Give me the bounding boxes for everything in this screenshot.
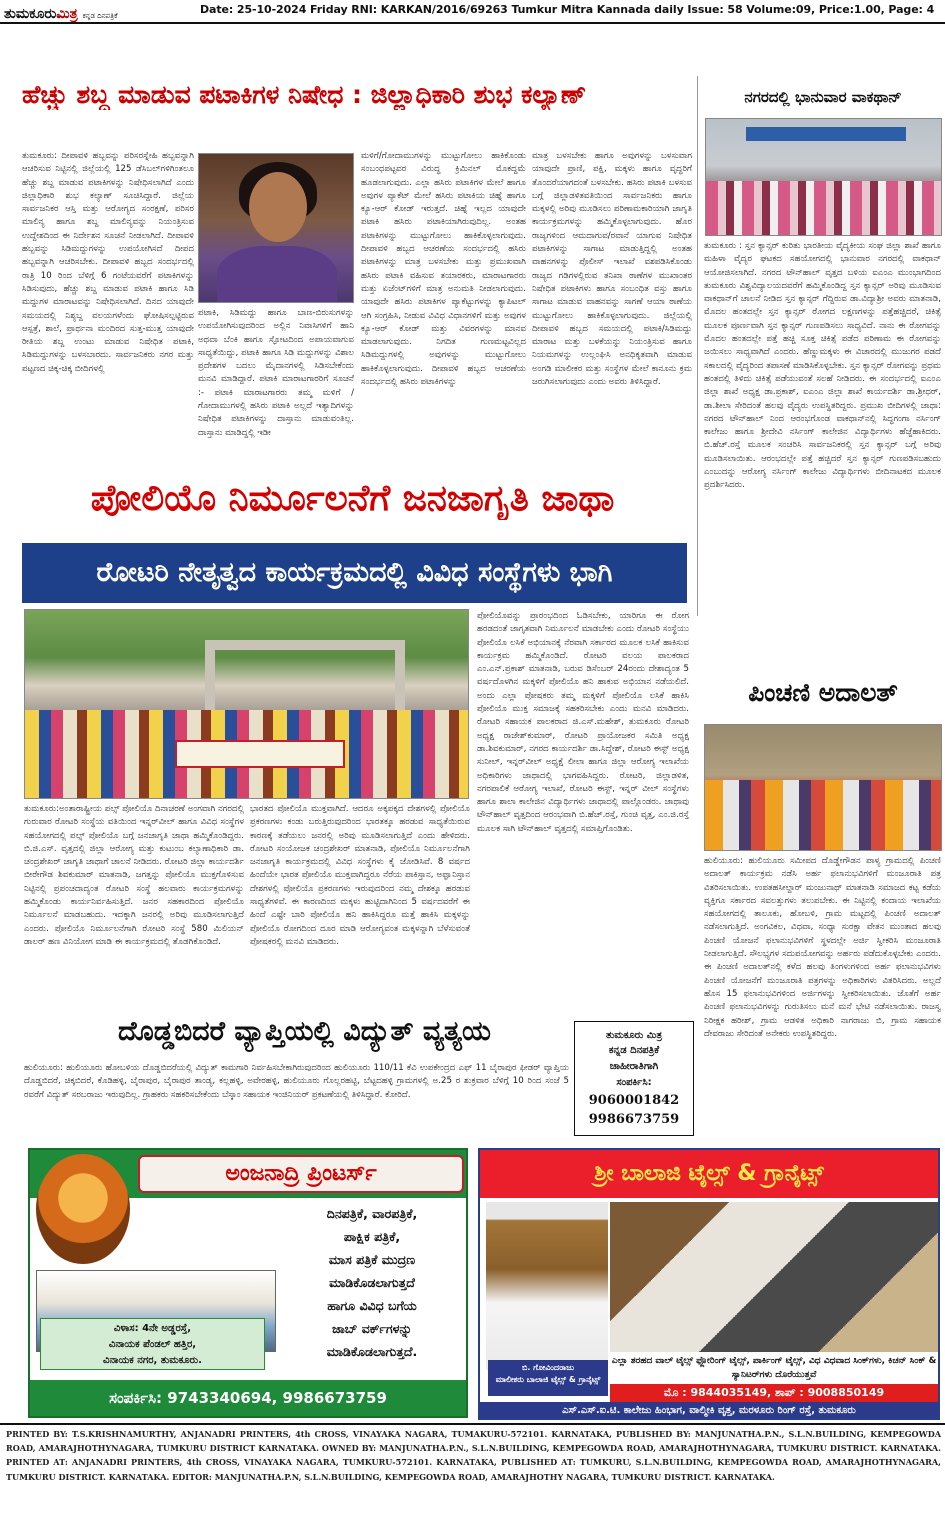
story4-body: ಹುಲಿಯೂರು: ಹುಲಿಯೂರು ಸಮೀಪದ ದೊಡ್ಡೇಗೌಡನ ಪಾಳ್ಯ ಗ್ರಾಮದಲ್ಲಿ ಪಿಂಚಣಿ ಅದಾಲತ್ ಕಾರ್ಯಕ್ರಮ ನಡೆಸಿ ಅರ್ಹ ಫಲಾನುಭವಿಗಳಿಗೆ ಮಂಜೂರಾತಿ ಪತ್ರ ವಿತರಿಸಲಾಯಿತು. ಉಪತಹಸೀಲ್ದಾರ್ ಮಂಜುನಾಥ್ ಮಾತನಾಡಿ ಸಮಾಜದ ಕಟ್ಟ ಕಡೆಯ ವ್ಯಕ್ತಿಗೂ ಸರ್ಕಾರದ ಸವಲತ್ತುಗಳು ತಲುಪಬೇಕು. ಈ ನಿಟ್ಟಿನಲ್ಲಿ ಕಂದಾಯ ಇಲಾಖೆಯ ಸಹಯೋಗದಲ್ಲಿ ತಾಲೂಕು, ಹೋಬಳಿ, ಗ್ರಾಮ ಮಟ್ಟದಲ್ಲಿ ಪಿಂಚಣಿ ಅದಾಲತ್ ನಡೆಸಲಾಗುತ್ತಿದೆ. ಅಂಗವಿಕಲ, ವಿಧವಾ, ಸಂಧ್ಯಾ ಸುರಕ್ಷಾ ವೇತನ ಮುಂತಾದ ಹಲವು ಪಿಂಚಣಿ ಯೋಜನೆ ಫಲಾನುಭವಿಗಳಿಗೆ ಸ್ಥಳದಲ್ಲೇ ಅರ್ಜಿ ಸ್ವೀಕರಿಸಿ ಮಂಜೂರಾತಿ ನೀಡಲಾಗುತ್ತಿದೆ. ಸೌಲಭ್ಯಗಳ ಸದುಪಯೋಗವನ್ನು ಅರ್ಹರು ಪಡೆದುಕೊಳ್ಳಬೇಕು ಎಂದರು. ಈ ಪಿಂಚಣಿ ಅದಾಲತ್‌ನಲ್ಲಿ ಕಳೆದ ಹಲವು ತಿಂಗಳುಗಳಿಂದ ಅರ್ಹ ಫಲಾನುಭವಿಗಳು ಪಿಂಚಣಿ ಯೋಜನೆಗೆ ಮಂಜೂರಾತಿ ಪತ್ರಗಳನ್ನು ಅಧಿಕಾರಿಗಳು ವಿತರಿಸಿದರು. ಅಲ್ಲದೆ ಹೊಸ 15 ಫಲಾನುಭವಿಗಳಿಂದ ಅರ್ಜಿಗಳನ್ನು ಸ್ವೀಕರಿಸಲಾಯಿತು. ಜೊತೆಗೆ ಅರ್ಹ ಪಿಂಚಣಿ ಫಲಾನುಭವಿಗಳನ್ನು ಗುರುತಿಸಲು ಮನೆ ಮನೆ ಭೇಟಿ ನಡೆಸಲಾಯಿತು. ರಾಜಸ್ವ ನಿರೀಕ್ಷಕ ಹರೀಶ್, ಗ್ರಾಮ ಆಡಳಿತ ಅಧಿಕಾರಿ ನಾಗರಾಜು ಬಿ, ಗ್ರಾಮ ಸಹಾಯಕ ದೇವರಾಜು ಸೇರಿದಂತೆ ಅನೇಕರು ಉಪಸ್ಥಿತರಿದ್ದರು.: [704, 856, 941, 1039]
owner-name: ಬಿ. ಗೋವಿಂದರಾಜು: [521, 1363, 575, 1372]
footer-rule: [0, 1423, 945, 1425]
address-line: ವಿನಾಯಕ ನಗರ, ತುಮಕೂರು.: [103, 1355, 202, 1366]
story3-col-a: ತುಮಕೂರು:ಅಂತಾರಾಷ್ಟ್ರೀಯ ಪಲ್ಸ್ ಪೋಲಿಯೊ ದಿನಾಚರಣೆ ಅಂಗವಾಗಿ ನಗರದಲ್ಲಿ ಗುರುವಾರ ರೋಟರಿ ಸಂಸ್ಥೆಯ ವತಿಯಿಂದ ಇನ್ನರ್‌ವೀಲ್ ಹಾಗೂ ವಿವಿಧ ಸಂಸ್ಥೆಗಳ ಸಹಯೋಗದಲ್ಲಿ ಪಲ್ಸ್ ಪೋಲಿಯೊ ಬಗ್ಗೆ ಜನಜಾಗೃತಿ ಜಾಥಾ ಹಮ್ಮಿಕೊಂಡಿದ್ದರು. ಬಿ.ಜಿ.ಎಸ್. ವೃತ್ತದಲ್ಲಿ ಜಿಲ್ಲಾ ಆರೋಗ್ಯ ಮತ್ತು ಕುಟುಂಬ ಕಲ್ಯಾಣಾಧಿಕಾರಿ ಡಾ. ಚಂದ್ರಶೇಖರ್ ಜಾಗೃತಿ ಜಾಥಾಗೆ ಚಾಲನೆ ನೀಡಿದರು. ರೋಟರಿ ಜಿಲ್ಲಾ ಕಾರ್ಯದರ್ಶಿ ಬೀರೇಗೌಡ ಶಿವಕುಮಾರ್ ಮಾತನಾಡಿ, ಜಗತ್ತನ್ನು ಪೋಲಿಯೊ ಮುಕ್ತಗೊಳಿಸುವ ನಿಟ್ಟಿನಲ್ಲಿ ಪ್ರಪಂಚದಾದ್ಯಂತ ರೋಟರಿ ಸಂಸ್ಥೆ ಹಲವಾರು ಕಾರ್ಯಕ್ರಮಗಳನ್ನು ಹಮ್ಮಿಕೊಂಡು ಕಾರ್ಯನಿರ್ವಹಿಸುತ್ತಿದೆ. ಜನರ ಸಹಕಾರದಿಂದ ಪೋಲಿಯೊ ನಿರ್ಮೂಲನೆ ಮಾಡಬಹುದು. ಇದಕ್ಕಾಗಿ ಜನರಲ್ಲಿ ಅರಿವು ಮೂಡಿಸಲಾಗುತ್ತಿದೆ ಎಂದರು. ಪೋಲಿಯೊ ನಿರ್ಮೂಲನೆಗಾಗಿ ರೋಟರಿ ಸಂಸ್ಥೆ 580 ಮಿಲಿಯನ್ ಡಾಲರ್ ಹಣ ವಿನಿಯೋಗ ಮಾಡಿ ಈ ಕಾರ್ಯಕ್ರಮದಲ್ಲಿ ತೊಡಗಿಕೊಂಡಿದೆ.: [24, 804, 244, 947]
story3-col-b: ಭಾರತದ ಪೋಲಿಯೊ ಮುಕ್ತವಾಗಿದೆ. ಆದರೂ ಅಕ್ಕಪಕ್ಕದ ದೇಶಗಳಲ್ಲಿ ಪೋಲಿಯೊ ಪ್ರಕರಣಗಳು ಕಂಡು ಬರುತ್ತಿರುವುದರಿಂದ ಭಾರತಕ್ಕೂ ಹರಡುವ ಸಾಧ್ಯತೆಯಿರುವ ಕಾರಣಕ್ಕೆ ತಡೆಯಲು ಜನರಲ್ಲಿ ಅರಿವು ಮೂಡಿಸಲಾಗುತ್ತಿದೆ ಎಂದು ಹೇಳಿದರು. ರೋಟರಿ ಸಂಯೋಜಕ ಚಂದ್ರಶೇಖರ್ ಮಾತನಾಡಿ, ಪೋಲಿಯೊ ನಿರ್ಮೂಲನೆಗಾಗಿ ಜನಜಾಗೃತಿ ಕಾರ್ಯಕ್ರಮದಲ್ಲಿ ವಿವಿಧ ಸಂಸ್ಥೆಗಳು ಕೈ ಜೋಡಿಸಿವೆ. 8 ವರ್ಷದ ಹಿಂದೆಯೇ ಭಾರತ ಪೋಲಿಯೊ ಮುಕ್ತವಾಗಿದ್ದರೂ ನೆರೆಯ ಪಾಕಿಸ್ತಾನ, ಅಫ್ಘಾನಿಸ್ತಾನ ದೇಶಗಳಲ್ಲಿ ಪೋಲಿಯೊ ಪ್ರಕರಣಗಳು ಇರುವುದರಿಂದ ನಮ್ಮ ದೇಶಕ್ಕೂ ಹರಡುವ ಸಾಧ್ಯತೆಗಳಿವೆ. ಈ ಕಾರಣದಿಂದ ಮಕ್ಕಳು ಹುಟ್ಟಿದಾಗಿನಿಂದ 5 ವರ್ಷದವರೆಗೆ ಈ ಹಿಂದೆ ಎಷ್ಟೇ ಬಾರಿ ಪೋಲಿಯೊ ಹನಿ ಹಾಕಿಸಿದ್ದರೂ ಮತ್ತೆ ಹಾಕಿಸಿ ಮಕ್ಕಳನ್ನು ಪೋಲಿಯೊ ರೋಗದಿಂದ ದೂರ ಮಾಡಿ ಆರೋಗ್ಯವಂತ ಮಕ್ಕಳನ್ನಾಗಿ ಬೆಳೆಸುವಂತೆ ಪೋಷಕರಲ್ಲಿ ಮನವಿ ಮಾಡಿದರು.: [250, 804, 470, 947]
masthead-rule: [0, 22, 945, 24]
walkathon-photo: [705, 118, 942, 236]
ad-tiles-address: ಎಸ್.ಎಸ್.ಐ.ಟಿ. ಕಾಲೇಜು ಹಿಂಭಾಗ, ವಾಲ್ಮೀಕಿ ವೃತ್ತ, ಮರಳೂರು ರಿಂಗ್ ರಸ್ತೆ, ತುಮಕೂರು: [480, 1402, 938, 1420]
dateline: Date: 25-10-2024 Friday RNI: KARKAN/2016/69263 Tumkur Mitra Kannada daily Issue: 58 Volume:09, Price:1.00, Page: 4: [200, 3, 935, 16]
service-line: ಮಾಸ ಪತ್ರಿಕೆ ಮುದ್ರಣ: [328, 1252, 416, 1267]
ad-tiles-phones: ಮೊ : 9844035149, ಶಾಪ್ : 9008850149: [610, 1384, 938, 1402]
photo-arch: [205, 640, 405, 710]
story1-col1: ತುಮಕೂರು: ದೀಪಾವಳಿ ಹಬ್ಬವನ್ನು ಪರಿಸರಸ್ನೇಹಿ ಹಬ್ಬವನ್ನಾಗಿ ಆಚರಿಸುವ ನಿಟ್ಟಿನಲ್ಲಿ ಜಿಲ್ಲೆಯಲ್ಲಿ 125 ಡೆಸಿಬಲ್‌ಗಳಿಗಿಂತಲೂ ಹೆಚ್ಚು ಶಬ್ದ ಮಾಡುವ ಪಟಾಕಿಗಳನ್ನು ನಿಷೇಧಿಸಲಾಗಿದೆ ಎಂದು ಜಿಲ್ಲಾಧಿಕಾರಿ ಶುಭ ಕಲ್ಯಾಣ್ ಸೂಚಿಸಿದ್ದಾರೆ. ಜಿಲ್ಲೆಯ ಸಾರ್ವಜನಿಕರ ಆಸ್ತಿ ಮತ್ತು ಆರೋಗ್ಯದ ಸಂರಕ್ಷಣೆ, ಪರಿಸರ ಮಾಲಿನ್ಯ ಹಾಗೂ ಶಬ್ದ ಮಾಲಿನ್ಯವನ್ನು ನಿಯಂತ್ರಿಸುವ ಉದ್ದೇಶದಿಂದ ಈ ನಿರ್ದೇಶನ ಸೂಚನೆ ನೀಡಲಾಗಿದೆ. ದೀಪಾವಳಿ ಹಬ್ಬವನ್ನು ಸಿಡಿಮದ್ದುಗಳನ್ನು ಉಪಯೋಗಿಸದೆ ದೀಪದ ಹಬ್ಬವನ್ನಾಗಿ ಆಚರಿಸಬೇಕು. ದೀಪಾವಳಿ ಹಬ್ಬದ ಸಂದರ್ಭದಲ್ಲಿ ರಾತ್ರಿ 10 ರಿಂದ ಬೆಳಿಗ್ಗೆ 6 ಗಂಟೆಯವರೆಗೆ ಪಟಾಕಿಗಳನ್ನು ಸಿಡಿಸುವುದು, ಹೆಚ್ಚು ಶಬ್ದ ಮಾಡುವ ಪಟಾಕಿ ಹಾಗೂ ಸಿಡಿ ಮದ್ದುಗಳ ಮಾರಾಟವನ್ನು ನಿಷೇಧಿಸಲಾಗಿದೆ. ದಿನದ ಯಾವುದೇ ಸಮಯದಲ್ಲಿ ನಿಶ್ಯಬ್ದ ವಲಯಗಳೆಂದು ಘೋಷಿಸಲ್ಪಟ್ಟಿರುವ ಆಸ್ಪತ್ರೆ, ಶಾಲೆ, ಪ್ರಾರ್ಥನಾ ಮಂದಿರದ ಸುತ್ತ-ಮುತ್ತ ಯಾವುದೇ ರೀತಿಯ ಶಬ್ದ ಉಂಟು ಮಾಡುವ ನಿಷೇಧಿತ ಪಟಾಕಿ, ಸಿಡಿಮದ್ದುಗಳನ್ನು ಬಳಸಬಾರದು. ಸಾರ್ವಜನಿಕರು ನಗರ ಮತ್ತು ಪಟ್ಟಣದ ಚಿಕ್ಕ-ಚಿಕ್ಕ ಬೀದಿಗಳಲ್ಲಿ: [22, 151, 194, 374]
logo-sub: ಕನ್ನಡ ದಿನಪತ್ರಿಕೆ: [82, 12, 118, 20]
story1-col2: ಪಟಾಕಿ, ಸಿಡಿಮದ್ದು ಹಾಗೂ ಬಾಣ-ಬಿರುಸುಗಳನ್ನು ಉಪಯೋಗಿಸುವುದರಿಂದ ಅಲ್ಲಿನ ನಿವಾಸಿಗಳಿಗೆ ಹಾನಿ ಅಥವಾ ಬೆಂಕಿ ಹಾಗೂ ಸ್ಫೋಟದಿಂದ ಅಪಾಯವಾಗುವ ಸಾಧ್ಯತೆಯಿದ್ದು, ಪಟಾಕಿ ಹಾಗೂ ಸಿಡಿ ಮದ್ದುಗಳನ್ನು ವಿಶಾಲ ಪ್ರದೇಶಗಳ ಬದಲು ಮೈದಾನಗಳಲ್ಲಿ ಸಿಡಿಸಬೇಕೆಂದು ಮನವಿ ಮಾಡಿದ್ದಾರೆ. ಪಟಾಕಿ ಮಾರಾಟಗಾರರಿಗೆ ಸೂಚನೆ :- ಪಟಾಕಿ ಮಾರಾಟಗಾರರು ತಮ್ಮ ಮಳಿಗೆ / ಗೋದಾಮುಗಳಲ್ಲಿ ಹಸಿರು ಪಟಾಕಿ ಅಲ್ಲದೆ ಇತ್ಯಾದಿಗಳನ್ನು ನಿಷೇಧಿತ ಪಟಾಕಿಗಳನ್ನು ದಾಸ್ತಾನು ಮಾಡುವಂತಿಲ್ಲ. ದಾಸ್ತಾನು ಮಾಡಿದ್ದಲ್ಲಿ ಇಡೀ: [198, 308, 354, 438]
story1-col3: ಮಳಿಗೆ/ಗೋದಾಮುಗಳನ್ನು ಮುಟ್ಟುಗೋಲು ಹಾಕಿಕೊಂಡು ಸಂಬಂಧಪಟ್ಟವರ ವಿರುದ್ಧ ಕ್ರಿಮಿನಲ್ ಮೊಕದ್ದಮೆ ಹೂಡಲಾಗುವುದು. ಎಲ್ಲಾ ಹಸಿರು ಪಟಾಕಿಗಳ ಮೇಲೆ ಹಾಗೂ ಅವುಗಳ ಪ್ಯಾಕೆಟ್ ಮೇಲೆ ಹಸಿರು ಪಟಾಕಿಯ ಚಿಹ್ನೆ ಹಾಗೂ ಕ್ಯೂ-ಆರ್ ಕೋಡ್ ಇರುತ್ತದೆ. ಚಿಹ್ನೆ ಇಲ್ಲದ ಯಾವುದೇ ಪಟಾಕಿ ಹಸಿರು ಪಟಾಕಿಯಾಗಿರುವುದಿಲ್ಲ. ಅಂತಹ ಪಟಾಕಿಗಳನ್ನು ಮುಟ್ಟುಗೋಲು ಹಾಕಿಕೊಳ್ಳಲಾಗುವುದು. ದೀಪಾವಳಿ ಹಬ್ಬದ ಆಚರಣೆಯ ಸಂದರ್ಭದಲ್ಲಿ ಹಸಿರು ಪಟಾಕಿಗಳನ್ನು ಮಾತ್ರ ಬಳಸಬೇಕು ಮತ್ತು ಪ್ರಮುಖವಾಗಿ ಹಸಿರು ಪಟಾಕಿ ವಹಿಸುವ ತಯಾರಕರು, ಮಾರಾಟಗಾರರು ಮತ್ತು ಏಜೆಂಟ್‌ಗಳಿಗೆ ಮಾತ್ರ ಅನುಮತಿ ನೀಡಲಾಗುವುದು. ಯಾವುದೇ ಹಸಿರು ಪಟಾಕಿಗಳ ಪ್ಯಾಕೆಟ್ಟುಗಳನ್ನು ಕ್ಯಾಪಿಟಲ್ ಆಗಿ ಸಂಗ್ರಹಿಸಿ, ನೀಡುವ ವಿವಿಧ ವಿಧಾನಗಳಿಗೆ ಮತ್ತು ಅವುಗಳ ಕ್ಯೂ-ಆರ್ ಕೋಡ್ ಮತ್ತು ವಿವರಗಳನ್ನು ಮಾನವ ಮಾಡಲಾಗುವುದು. ನಿಗದಿತ ಗುಣಮಟ್ಟವಿಲ್ಲದ ಸಿಡಿಮದ್ದುಗಳಲ್ಲಿ ಅವುಗಳನ್ನು ಮುಟ್ಟುಗೋಲು ಹಾಕಿಕೊಳ್ಳಲಾಗುವುದು. ದೀಪಾವಳಿ ಹಬ್ಬದ ಆಚರಣೆಯ ಸಂದರ್ಭದಲ್ಲಿ ಹಸಿರು ಪಟಾಕಿಗಳನ್ನು: [361, 151, 526, 388]
story3-col-right: ಪೋಲಿಯೊವನ್ನು ಪ್ರಾರಂಭದಿಂದ ಓಡಿಸಬೇಕು, ಯಾರಿಗೂ ಈ ರೋಗ ಹರಡದಂತೆ ಜಾಗೃತವಾಗಿ ನಿರ್ಮೂಲನೆ ಮಾಡಬೇಕು ಎಂದು ರೋಟರಿ ಸಂಸ್ಥೆಯು ಪೋಲಿಯೊ ಲಸಿಕೆ ಅಭಿಯಾನಕ್ಕೆ ನೆರವಾಗಿ ಸರ್ಕಾರದ ಮೂಲಕ ಲಸಿಕೆ ಹಾಕಿಸುವ ಕಾರ್ಯಕ್ರಮ ಹಮ್ಮಿಕೊಂಡಿದೆ. ರೋಟರಿ ವಲಯ ಪಾಲಕರಾದ ಎಂ.ಎನ್.ಪ್ರಕಾಶ್ ಮಾತನಾಡಿ, ಬರುವ ಡಿಸೆಂಬರ್ 24ರಂದು ದೇಶಾದ್ಯಂತ 5 ವರ್ಷದೊಳಗಿನ ಮಕ್ಕಳಿಗೆ ಪೋಲಿಯೊ ಹನಿ ಹಾಕುವ ಅಭಿಯಾನ ನಡೆಯಲಿದೆ. ಅಂದು ಎಲ್ಲಾ ಪೋಷಕರು ತಮ್ಮ ಮಕ್ಕಳಿಗೆ ಪೋಲಿಯೊ ಲಸಿಕೆ ಹಾಕಿಸಿ ಪೋಲಿಯೊ ಮುಕ್ತ ಸಮಾಜಕ್ಕೆ ಸಹಕರಿಸಬೇಕು ಎಂದು ಮನವಿ ಮಾಡಿದರು. ರೋಟರಿ ಸಹಾಯಕ ಪಾಲಕರಾದ ಜಿ.ಎಸ್.ಮಹೇಶ್, ತುಮಕೂರು ರೋಟರಿ ಅಧ್ಯಕ್ಷ ರಾಜೇಶ್‌ಕುಮಾರ್, ರೋಟರಿ ಪ್ರಾಯೋಜಕರ ಸಮಿತಿ ಅಧ್ಯಕ್ಷ ಡಾ.ಶಿವಕುಮಾರ್, ನಗರದ ಕಾರ್ಯದರ್ಶಿ ಡಾ.ಸಿದ್ದೇಶ್, ರೋಟರಿ ಈಸ್ಟ್ ಅಧ್ಯಕ್ಷ ಸುನೀಲ್, ಇನ್ನರ್‌ವೀಲ್ ಅಧ್ಯಕ್ಷೆ ಲೀಲಾ ಹಾಗೂ ಜಿಲ್ಲಾ ಆರೋಗ್ಯ ಇಲಾಖೆಯ ಅಧಿಕಾರಿಗಳು ಜಾಥಾದಲ್ಲಿ ಭಾಗವಹಿಸಿದ್ದರು. ರೋಟರಿ, ಜಿಲ್ಲಾಡಳಿತ, ನಗರಪಾಲಿಕೆ ಆರೋಗ್ಯ ಇಲಾಖೆ, ರೋಟರಿ ಈಸ್ಟ್, ಇನ್ನರ್ ವೀಲ್ ಸಂಸ್ಥೆಗಳು ಹಾಗೂ ಶಾಲಾ ಕಾಲೇಜಿನ ವಿದ್ಯಾರ್ಥಿಗಳು ಜಾಥಾದಲ್ಲಿ ಪಾಲ್ಗೊಂಡರು. ಜಾಥಾವು ಟೌನ್‌ಹಾಲ್ ವೃತ್ತದಿಂದ ಆರಂಭವಾಗಿ ಬಿ.ಹೆಚ್.ರಸ್ತೆ, ಗುಂಚಿ ವೃತ್ತ, ಎಂ.ಜಿ.ರಸ್ತೆ ಮೂಲಕ ಸಾಗಿ ಟೌನ್‌ಹಾಲ್ ವೃತ್ತದಲ್ಲಿ ಸಮಾಪ್ತಿಗೊಂಡಿತು.: [477, 611, 689, 834]
adbox-phone2: 9986673759: [588, 1112, 680, 1127]
story2-headline: ನಗರದಲ್ಲಿ ಭಾನುವಾರ ವಾಕಥಾನ್: [744, 88, 902, 106]
photo-crowd: [706, 181, 942, 236]
adbox-line2: ಕನ್ನಡ ದಿನಪತ್ರಿಕೆ: [608, 1045, 660, 1056]
address-line: ವಿನಾಯಕ ಪೆಂಡಲ್ ಹತ್ತಿರ,: [108, 1339, 197, 1350]
story5-headline: ದೊಡ್ಡಬಿದರೆ ವ್ಯಾಪ್ತಿಯಲ್ಲಿ ವಿದ್ಯುತ್ ವ್ಯತ್ಯಯ: [118, 1016, 491, 1047]
adbox-line4: ಸಂಪರ್ಕಿಸಿ:: [616, 1077, 652, 1088]
service-line: ಜಾಬ್ ವರ್ಕ್‌ಗಳನ್ನು: [331, 1321, 413, 1336]
polio-rally-photo: [24, 609, 469, 799]
story5-body: ಹುಲಿಯೂರು: ಹುಲಿಯೂರು ಹೋಬಳಿಯ ದೊಡ್ಡಬಿದರೆಯಲ್ಲಿ ವಿದ್ಯುತ್ ಕಾಮಗಾರಿ ನಿರ್ವಹಿಸಬೇಕಾಗಿರುವುದರಿಂದ ಹುಲಿಯೂರು 110/11 ಕೆವಿ ಉಪಕೇಂದ್ರದ ಎಫ್ 11 ಬೈರಾಪುರ ಫೀಡರ್ ವ್ಯಾಪ್ತಿಯ ದೊಡ್ಡಬಿದರೆ, ಚಿಕ್ಕಬಿದರೆ, ಕೊಡಿಹಳ್ಳಿ, ಬೈರಾಪುರ, ಬೈರಾಪುರ ತಾಂಡ್ಯ, ಕಲ್ಲಹಳ್ಳಿ, ಅವೇರಹಳ್ಳಿ, ಹುಲಿಯೂರು ಗೊಲ್ಲರಹಟ್ಟಿ, ಬೆಟ್ಟದಹಳ್ಳಿ ಗ್ರಾಮಗಳಲ್ಲಿ ಅ.25 ರ ಶುಕ್ರವಾರ ಬೆಳಿಗ್ಗೆ 10 ರಿಂದ ಸಂಜೆ 5 ರವರೆಗೆ ವಿದ್ಯುತ್ ಸರಬರಾಜು ಇರುವುದಿಲ್ಲ. ಗ್ರಾಹಕರು ಸಹಕರಿಸಬೇಕೆಂದು ಬೆಸ್ಕಾಂ ಸಹಾಯಕ ಇಂಜಿನಿಯರ್ ಪ್ರಕಟಣೆಯಲ್ಲಿ ತಿಳಿಸಿದ್ದಾರೆ. ಕೋರಿದೆ.: [24, 1063, 569, 1100]
adbox-line3: ಜಾಹೀರಾತಿಗಾಗಿ: [609, 1061, 659, 1072]
ad-contact-box: [574, 1021, 694, 1136]
service-line: ಪಾಕ್ಷಿಕ ಪತ್ರಿಕೆ,: [343, 1229, 401, 1244]
logo-main: ತುಮಕೂರು: [4, 6, 57, 22]
owner-role: ಮಾಲೀಕರು ಬಾಲಾಜಿ ಟೈಲ್ಸ್ & ಗ್ರಾನೈಟ್ಸ್: [495, 1375, 601, 1384]
logo-accent: ಮಿತ್ರ: [56, 6, 78, 22]
service-line: ಮಾಡಿಕೊಡಲಾಗುತ್ತದೆ: [329, 1275, 415, 1290]
story1-headline: ಹೆಚ್ಚು ಶಬ್ದ ಮಾಡುವ ಪಟಾಕಿಗಳ ನಿಷೇಧ : ಜಿಲ್ಲಾಧಿಕಾರಿ ಶುಭ ಕಲ್ಯಾಣ್: [22, 80, 587, 109]
photo-face: [249, 172, 307, 242]
newspaper-logo: [4, 6, 118, 22]
adbox-line1: ತುಮಕೂರು ಮಿತ್ರ: [605, 1030, 663, 1041]
owner-portrait-photo: [486, 1202, 608, 1370]
print-imprint: PRINTED BY: T.S.KRISHNAMURTHY, ANJANADRI PRINTERS, 4th CROSS, VINAYAKA NAGARA, TUMAKURU-572101. KARNATAKA, PUBLISHED BY: MANJUNATHA.P.N., S.L.N.BUILDING, KEMPEGOWDA ROAD, AMARAJHOTHYNAGARA, TUMKURU DISTRICT KARNATAKA. OWNED BY: MANJUNATHA.P.N., S.L.N.BUILDING, KEMPEGOWDA ROAD, AMARAJHOTHYNAGARA, TUMKURU DISTRICT. KARNATAKA. PRINTED AT: ANJANADRI PRINTERS, 4th CROSS, VINAYAKA NAGARA, TUMKURU-572101. KARNATAKA, PUBLISHED AT: TUMKURU, S.L.N.BUILDING, KEMPEGOWDA ROAD, AMARAJHOTHYNAGARA, TUMKURU DISTRICT. KARNATAKA. EDITOR: MANJUNATHA.P.N, S.L.N.BUILDING, KEMPEGOWDA ROAD, AMARAJHOTHY NAGARA, TUMKURU DISTRICT. KARNATAKA.: [6, 1429, 941, 1482]
photo-banner: [746, 127, 906, 141]
story1-col4: ಮಾತ್ರ ಬಳಸಬೇಕು ಹಾಗೂ ಅವುಗಳನ್ನು ಬಳಸುವಾಗ ಯಾವುದೇ ಪ್ರಾಣಿ, ಪಕ್ಷಿ, ಮಕ್ಕಳು ಹಾಗೂ ವೃದ್ಧರಿಗೆ ತೊಂದರೆಯಾಗದಂತೆ ಬಳಸಬೇಕು. ಹಸಿರು ಪಟಾಕಿ ಬಳಸುವ ಬಗ್ಗೆ ಜಿಲ್ಲಾಡಳಿತವತಿಯಿಂದ ಸಾರ್ವಜನಿಕರು ಹಾಗೂ ಮಕ್ಕಳಲ್ಲಿ ಅರಿವು ಮೂಡಿಸಲು ಪರಿಣಾಮಕಾರಿಯಾಗಿ ಜಾಗೃತಿ ಕಾರ್ಯಕ್ರಮಗಳನ್ನು ಹಮ್ಮಿಕೊಳ್ಳಲಾಗುವುದು. ಹೊರ ರಾಜ್ಯಗಳಿಂದ ಆಮದಾಗುವ/ರವಾನೆ ಯಾಗುವ ನಿಷೇಧಿತ ಪಟಾಕಿಗಳನ್ನು ಸಾಗಾಟ ಮಾಡುತ್ತಿದ್ದಲ್ಲಿ ಅಂತಹ ವಾಹನಗಳನ್ನು ಪೊಲೀಸ್ ಇಲಾಖೆ ವಶಪಡಿಸಿಕೊಂಡು ರಾಜ್ಯದ ಗಡಿಗಳಲ್ಲಿರುವ ತನಿಖಾ ಠಾಣೆಗಳ ಮುಖಾಂತರ ನಿಷೇಧಿತ ಪಟಾಕಿಗಳು ಹಾಗೂ ಸಂಬಂಧಿತ ವಸ್ತು ಹಾಗೂ ಸಾಗಾಟ ಮಾಡುವ ವಾಹನವನ್ನು ಸಾಗಣೆ ಆಯಾ ಠಾಣೆಯ ಮುಟ್ಟುಗೋಲು ಹಾಕಿಕೊಳ್ಳಲಾಗುವುದು. ಜಿಲ್ಲೆಯಲ್ಲಿ ದೀಪಾವಳಿ ಹಬ್ಬದ ಸಮಯದಲ್ಲಿ ಪಟಾಕಿ/ಸಿಡಿಮದ್ದು ಮಾರಾಟ ಮತ್ತು ಬಳಕೆಯನ್ನು ನಿಯಂತ್ರಿಸುವ ಹಾಗೂ ನಿಯಮಗಳನ್ನು ಉಲ್ಲಂಘಿಸಿ ಅನಧಿಕೃತವಾಗಿ ಮಾಡುವ ಅಂಗಡಿ ಮಾಲೀಕರ ಮತ್ತು ಸಂಸ್ಥೆಗಳ ಮೇಲೆ ಕಾನೂನು ಕ್ರಮ ಜರುಗಿಸಲಾಗುವುದು ಎಂದು ಅವರು ತಿಳಿಸಿದ್ದಾರೆ.: [532, 151, 692, 388]
masthead: [0, 0, 945, 66]
tiles-product-photo: [610, 1202, 938, 1352]
story3-headline: ಪೋಲಿಯೊ ನಿರ್ಮೂಲನೆಗೆ ಜನಜಾಗೃತಿ ಜಾಥಾ: [90, 478, 615, 519]
address-line: ವಿಳಾಸ: 4ನೇ ಅಡ್ಡರಸ್ತೆ,: [113, 1323, 192, 1334]
story3-subhead: ರೋಟರಿ ನೇತೃತ್ವದ ಕಾರ್ಯಕ್ರಮದಲ್ಲಿ ವಿವಿಧ ಸಂಸ್ಥೆಗಳು ಭಾಗಿ: [22, 543, 687, 603]
ad-tiles-title: ಶ್ರೀ ಬಾಲಾಜಿ ಟೈಲ್ಸ್ & ಗ್ರಾನೈಟ್ಸ್: [480, 1150, 938, 1198]
column-divider: [697, 76, 698, 616]
service-line: ಮಾಡಿಕೊಡಲಾಗುತ್ತದೆ.: [326, 1344, 418, 1359]
ad-printers-contact: ಸಂಪರ್ಕಿಸಿ: 9743340694, 9986673759: [30, 1380, 466, 1416]
adbox-phone1: 9060001842: [588, 1093, 680, 1108]
ad-tiles-description: ಎಲ್ಲಾ ತರಹದ ವಾಲ್ ಟೈಲ್ಸ್ ಫ್ಲೋರಿಂಗ್ ಟೈಲ್ಸ್, ಪಾರ್ಕಿಂಗ್ ಟೈಲ್ಸ್, ವಿಧ ವಿಧವಾದ ಸಿಂಕ್‌ಗಳು, ಕಿಚನ್ ಸಿಂಕ್ & ಸ್ಯಾನಿಟರ್‌ಗಳು ದೊರೆಯುತ್ತವೆ: [611, 1356, 937, 1380]
photo-body: [217, 246, 337, 303]
temple-deity-icon: [36, 1154, 130, 1264]
ad-printers-address: [40, 1318, 265, 1370]
ad-printers-title: ಅಂಜನಾದ್ರಿ ಪ್ರಿಂಟರ್ಸ್: [138, 1155, 464, 1193]
service-line: ದಿನಪತ್ರಿಕೆ, ವಾರಪತ್ರಿಕೆ,: [326, 1206, 418, 1221]
ad-anjanadri-printers: [28, 1148, 468, 1418]
district-commissioner-photo: [198, 153, 354, 303]
ad-balaji-tiles: [478, 1148, 940, 1420]
ad-printers-services: [280, 1202, 464, 1363]
story2-body: ತುಮಕೂರು : ಸ್ತನ ಕ್ಯಾನ್ಸರ್ ಕುರಿತು ಭಾರತೀಯ ವೈದ್ಯಕೀಯ ಸಂಘ ಜಿಲ್ಲಾ ಶಾಖೆ ಹಾಗೂ ಮಹಿಳಾ ವೈದ್ಯರ ಘಟಕದ ಸಹಯೋಗದಲ್ಲಿ ಭಾನುವಾರ ನಗರದಲ್ಲಿ ವಾಕಥಾನ್ ಆಯೋಜಿಸಲಾಗಿದೆ. ನಗರದ ಟೌನ್‌ಹಾಲ್ ವೃತ್ತದ ಬಳಿಯ ಐಎಂಎ ಮುಂಭಾಗದಿಂದ ತುಮಕೂರು ವಿಶ್ವವಿದ್ಯಾಲಯದವರೆಗೆ ಹಮ್ಮಿಕೊಂಡಿದ್ದ ಸ್ತನ ಕ್ಯಾನ್ಸರ್ ಅರಿವು ಮೂಡಿಸುವ ವಾಕಥಾನ್‌ಗೆ ಚಾಲನೆ ನೀಡಿದ ಸ್ತನ ಕ್ಯಾನ್ಸರ್ ಗೆದ್ದಿರುವ ಡಾ.ವಿದ್ಯಾಶ್ರೀ ಅವರು ಮಾತನಾಡಿ, ಮೊದಲ ಹಂತದಲ್ಲೇ ಸ್ತನ ಕ್ಯಾನ್ಸರ್ ರೋಗದ ಲಕ್ಷಣಗಳನ್ನು ಪತ್ತೆಹಚ್ಚಿದರೆ, ಚಿಕಿತ್ಸೆ ಮೂಲಕ ಪೂರ್ಣವಾಗಿ ಸ್ತನ ಕ್ಯಾನ್ಸರ್ ಗುಣಪಡಿಸಲು ಸಾಧ್ಯವಿದೆ. ನಾನು ಈ ರೋಗವನ್ನು ಮೊದಲ ಹಂತದಲ್ಲೇ ಪತ್ತೆ ಹಚ್ಚಿ ಸೂಕ್ತ ಚಿಕಿತ್ಸೆ ಪಡೆದ ಪರಿಣಾಮ ಈ ರೋಗವನ್ನು ಜಯಿಸಲು ಸಾಧ್ಯವಾಗಿದೆ ಎಂದರು. ಹೆಣ್ಣುಮಕ್ಕಳು ಈ ವಿಚಾರದಲ್ಲಿ ಮುಜುಗರ ಪಡದೆ ಸಕಾಲದಲ್ಲಿ ವೈದ್ಯರಿಂದ ತಪಾಸಣೆ ಮಾಡಿಸಿಕೊಳ್ಳಬೇಕು. ಸ್ತನ ಕ್ಯಾನ್ಸರ್ ರೋಗವನ್ನು ಪ್ರಥಮ ಹಂತದಲ್ಲಿ ತಿಳಿದು ಚಿಕಿತ್ಸೆ ಪಡೆಯುವಂತೆ ಸಲಹೆ ನೀಡಿದರು. ಈ ಸಂದರ್ಭದಲ್ಲಿ ಐಎಂಎ ಜಿಲ್ಲಾ ಶಾಖೆ ಅಧ್ಯಕ್ಷ ಡಾ.ಪ್ರಕಾಶ್, ಐಎಂಎ ಜಿಲ್ಲಾ ಶಾಖೆ ಕಾರ್ಯದರ್ಶಿ ಡಾ.ಶ್ರೀಧರ್, ಡಾ.ಶೀಲಾ ಸೇರಿದಂತೆ ಹಲವು ವೈದ್ಯರು ಉಪಸ್ಥಿತರಿದ್ದರು. ಪ್ರಮುಖ ಬೀದಿಗಳಲ್ಲಿ ಜಾಥಾ: ನಗರದ ಟೌನ್‌ಹಾಲ್ ನಿಂದ ಆರಂಭಗೊಂಡ ವಾಕಥಾನ್‌ನಲ್ಲಿ ಸಿದ್ಧಗಂಗಾ ನರ್ಸಿಂಗ್ ಕಾಲೇಜು ಹಾಗೂ ಶ್ರೀದೇವಿ ನರ್ಸಿಂಗ್ ಕಾಲೇಜಿನ ವಿದ್ಯಾರ್ಥಿಗಳು ಹೆಜ್ಜೆಹಾಕಿದರು. ಬಿ.ಹೆಚ್.ರಸ್ತೆ ಮೂಲಕ ಸಂಚರಿಸಿ ಸಾರ್ವಜನಿಕರಲ್ಲಿ ಸ್ತನ ಕ್ಯಾನ್ಸರ್ ಬಗ್ಗೆ ಅರಿವು ಮೂಡಿಸಲಾಯಿತು. ಆರಂಭದಲ್ಲೇ ಪತ್ತೆ ಹಚ್ಚಿದರೆ ಸ್ತನ ಕ್ಯಾನ್ಸರ್ ಗುಣಪಡಿಸಬಹುದು ಎಂಬುದನ್ನು ಆರೋಗ್ಯ ನರ್ಸಿಂಗ್ ಕಾಲೇಜು ವಿದ್ಯಾರ್ಥಿಗಳು ಬೀದಿನಾಟಕದ ಮೂಲಕ ಪ್ರದರ್ಶಿಸಿದರು.: [704, 241, 941, 491]
service-line: ಹಾಗೂ ವಿವಿಧ ಬಗೆಯ: [327, 1298, 417, 1313]
story4-headline: ಪಿಂಚಣಿ ಅದಾಲತ್: [748, 678, 898, 707]
photo-banner: [175, 740, 345, 768]
photo-people: [705, 780, 942, 851]
pension-adalat-photo: [704, 724, 942, 851]
ad-tiles-owner: [488, 1360, 608, 1396]
